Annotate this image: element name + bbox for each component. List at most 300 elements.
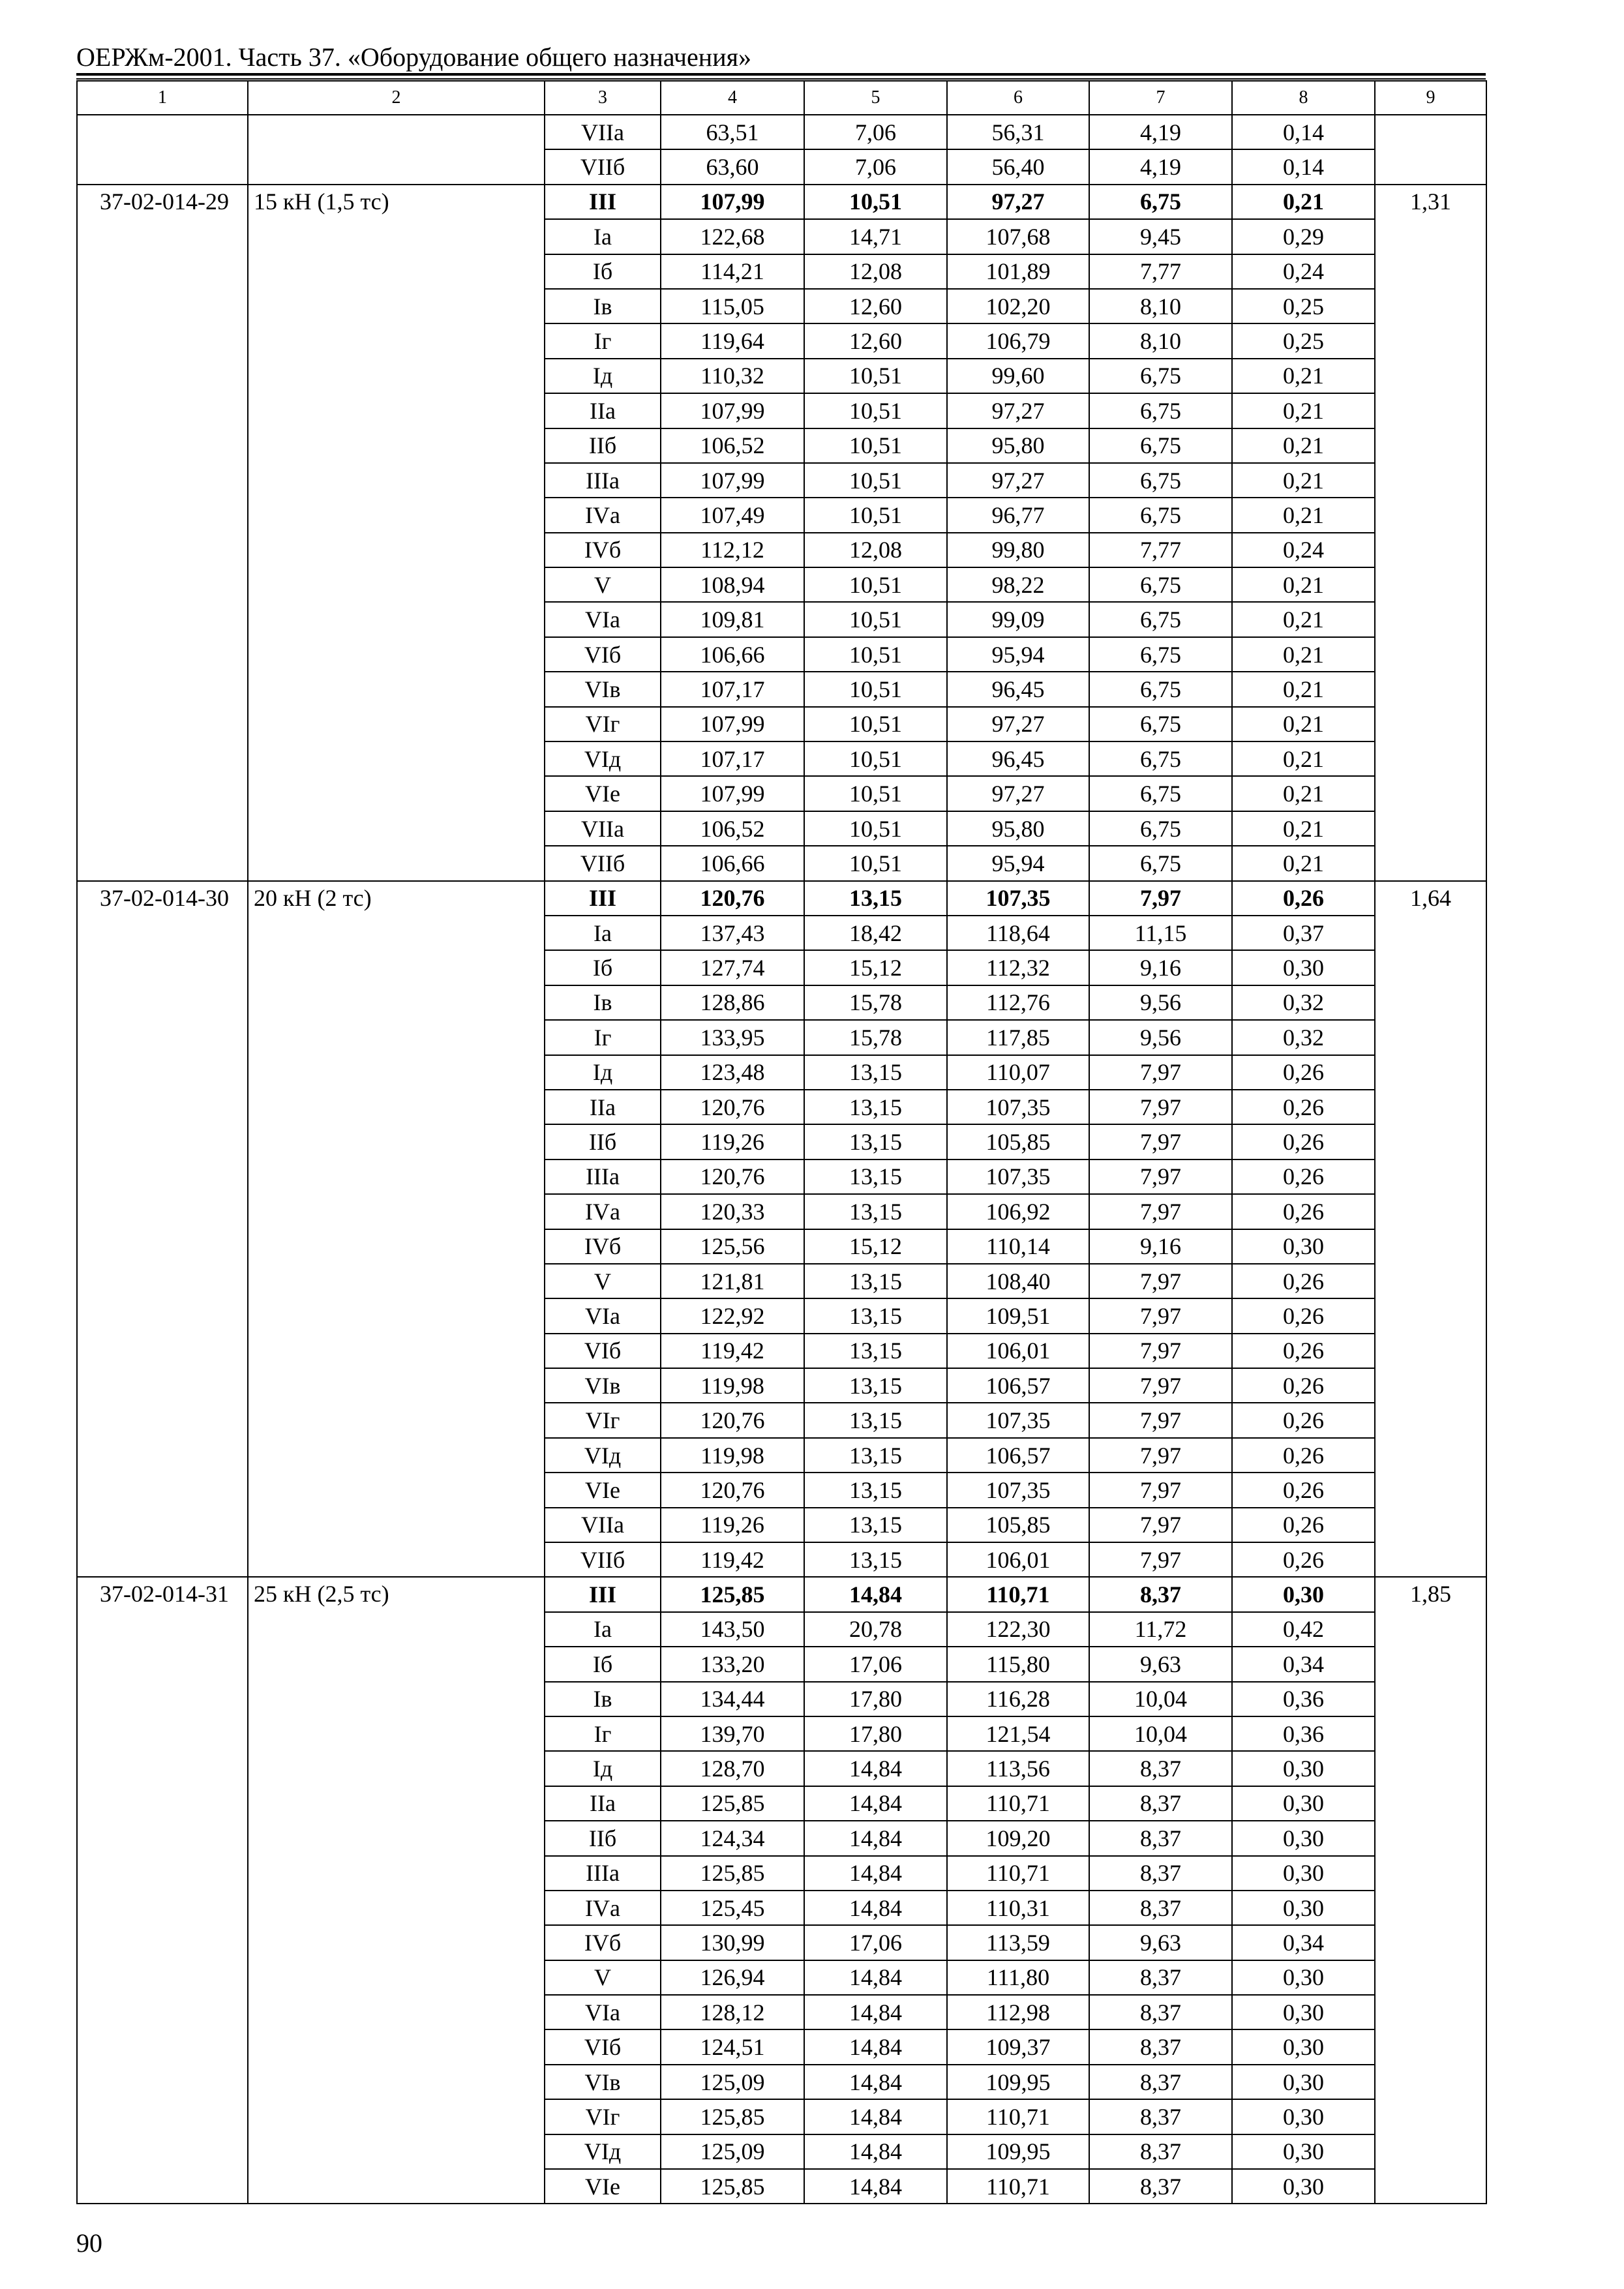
amount-materials: 0,25: [1232, 289, 1375, 323]
amount-machines: 56,31: [947, 115, 1089, 149]
amount-total: 127,74: [661, 950, 804, 985]
amount-total: 115,05: [661, 289, 804, 323]
amount-wages: 13,15: [804, 1438, 947, 1473]
amount-materials: 0,26: [1232, 1298, 1375, 1333]
amount-wages: 7,06: [804, 149, 947, 184]
amount-total: 106,52: [661, 428, 804, 463]
amount-machinist-wages: 6,75: [1089, 359, 1232, 393]
amount-total: 139,70: [661, 1716, 804, 1751]
amount-materials: 0,29: [1232, 219, 1375, 254]
column-number: 3: [545, 81, 661, 115]
amount-machines: 108,40: [947, 1264, 1089, 1298]
amount-total: 123,48: [661, 1055, 804, 1090]
region-class: III: [545, 185, 661, 219]
amount-machines: 95,80: [947, 428, 1089, 463]
amount-wages: 17,06: [804, 1925, 947, 1960]
amount-materials: 0,30: [1232, 1856, 1375, 1891]
amount-total: 119,42: [661, 1334, 804, 1368]
amount-machinist-wages: 6,75: [1089, 498, 1232, 532]
amount-machines: 106,57: [947, 1438, 1089, 1473]
amount-wages: 14,84: [804, 1891, 947, 1925]
amount-wages: 13,15: [804, 1159, 947, 1194]
amount-materials: 0,34: [1232, 1647, 1375, 1681]
column-number: 5: [804, 81, 947, 115]
amount-machines: 106,92: [947, 1194, 1089, 1229]
labor-cost: [1375, 115, 1486, 185]
amount-machinist-wages: 8,37: [1089, 1786, 1232, 1821]
table-row: [77, 881, 1486, 916]
rate-code: [77, 115, 248, 185]
labor-cost: 1,85: [1375, 1577, 1486, 2204]
amount-total: 106,52: [661, 811, 804, 846]
amount-wages: 17,06: [804, 1647, 947, 1681]
amount-materials: 0,26: [1232, 1403, 1375, 1437]
amount-wages: 17,80: [804, 1682, 947, 1716]
region-class: IVб: [545, 533, 661, 567]
amount-total: 120,76: [661, 1403, 804, 1437]
amount-materials: 0,14: [1232, 115, 1375, 149]
amount-materials: 0,26: [1232, 1055, 1375, 1090]
amount-wages: 10,51: [804, 637, 947, 672]
region-class: VIIа: [545, 811, 661, 846]
amount-machinist-wages: 6,75: [1089, 463, 1232, 498]
region-class: VIе: [545, 1473, 661, 1507]
amount-machinist-wages: 6,75: [1089, 776, 1232, 811]
amount-machines: 56,40: [947, 149, 1089, 184]
region-class: IVа: [545, 1891, 661, 1925]
amount-total: 125,56: [661, 1229, 804, 1264]
region-class: VIг: [545, 2099, 661, 2134]
region-class: IIа: [545, 393, 661, 428]
amount-wages: 13,15: [804, 1090, 947, 1124]
region-class: VIб: [545, 1334, 661, 1368]
amount-machines: 113,59: [947, 1925, 1089, 1960]
column-number: 7: [1089, 81, 1232, 115]
amount-wages: 14,71: [804, 219, 947, 254]
amount-total: 119,98: [661, 1368, 804, 1403]
amount-machinist-wages: 6,75: [1089, 567, 1232, 602]
region-class: VIг: [545, 1403, 661, 1437]
amount-materials: 0,42: [1232, 1612, 1375, 1647]
amount-machinist-wages: 7,97: [1089, 1403, 1232, 1437]
amount-materials: 0,30: [1232, 2065, 1375, 2099]
amount-materials: 0,24: [1232, 533, 1375, 567]
amount-total: 125,09: [661, 2134, 804, 2169]
region-class: VIд: [545, 741, 661, 776]
amount-materials: 0,21: [1232, 707, 1375, 741]
amount-machinist-wages: 8,37: [1089, 2065, 1232, 2099]
amount-machines: 121,54: [947, 1716, 1089, 1751]
amount-wages: 14,84: [804, 2099, 947, 2134]
region-class: Iв: [545, 289, 661, 323]
amount-wages: 10,51: [804, 393, 947, 428]
amount-machines: 110,14: [947, 1229, 1089, 1264]
amount-wages: 13,15: [804, 1334, 947, 1368]
amount-materials: 0,30: [1232, 1577, 1375, 1611]
region-class: III: [545, 1577, 661, 1611]
amount-total: 128,70: [661, 1751, 804, 1786]
amount-materials: 0,26: [1232, 1542, 1375, 1577]
region-class: VIIа: [545, 1508, 661, 1542]
amount-wages: 15,78: [804, 985, 947, 1020]
amount-total: 107,99: [661, 776, 804, 811]
amount-machines: 106,79: [947, 323, 1089, 358]
amount-materials: 0,25: [1232, 323, 1375, 358]
amount-materials: 0,21: [1232, 498, 1375, 532]
amount-wages: 14,84: [804, 2065, 947, 2099]
amount-materials: 0,26: [1232, 1194, 1375, 1229]
amount-machinist-wages: 7,97: [1089, 1438, 1232, 1473]
column-number: 2: [248, 81, 545, 115]
amount-machines: 96,45: [947, 741, 1089, 776]
amount-machines: 95,80: [947, 811, 1089, 846]
amount-machinist-wages: 8,10: [1089, 289, 1232, 323]
amount-total: 125,45: [661, 1891, 804, 1925]
region-class: V: [545, 1264, 661, 1298]
amount-machines: 95,94: [947, 637, 1089, 672]
amount-materials: 0,26: [1232, 881, 1375, 916]
amount-machinist-wages: 7,97: [1089, 1334, 1232, 1368]
amount-wages: 10,51: [804, 741, 947, 776]
amount-wages: 10,51: [804, 811, 947, 846]
amount-machines: 110,71: [947, 2099, 1089, 2134]
amount-materials: 0,30: [1232, 2169, 1375, 2204]
amount-total: 63,60: [661, 149, 804, 184]
amount-wages: 13,15: [804, 1473, 947, 1507]
amount-machinist-wages: 8,37: [1089, 2169, 1232, 2204]
amount-wages: 14,84: [804, 1960, 947, 1995]
region-class: IVа: [545, 1194, 661, 1229]
amount-materials: 0,21: [1232, 393, 1375, 428]
amount-machines: 110,31: [947, 1891, 1089, 1925]
table-row: [77, 185, 1486, 219]
amount-machines: 98,22: [947, 567, 1089, 602]
amount-wages: 13,15: [804, 1403, 947, 1437]
amount-wages: 7,06: [804, 115, 947, 149]
amount-machines: 117,85: [947, 1020, 1089, 1055]
amount-machines: 107,35: [947, 1403, 1089, 1437]
amount-machinist-wages: 8,10: [1089, 323, 1232, 358]
amount-machines: 106,01: [947, 1542, 1089, 1577]
amount-total: 112,12: [661, 533, 804, 567]
amount-total: 120,76: [661, 1090, 804, 1124]
column-number: 4: [661, 81, 804, 115]
amount-total: 119,26: [661, 1508, 804, 1542]
amount-wages: 10,51: [804, 672, 947, 706]
amount-machinist-wages: 6,75: [1089, 393, 1232, 428]
amount-materials: 0,21: [1232, 776, 1375, 811]
amount-materials: 0,30: [1232, 1995, 1375, 2029]
region-class: VIд: [545, 1438, 661, 1473]
amount-materials: 0,21: [1232, 602, 1375, 636]
amount-materials: 0,26: [1232, 1334, 1375, 1368]
amount-machinist-wages: 8,37: [1089, 1891, 1232, 1925]
rate-code: 37-02-014-29: [77, 185, 248, 881]
amount-total: 109,81: [661, 602, 804, 636]
amount-machines: 107,35: [947, 1159, 1089, 1194]
amount-machines: 112,32: [947, 950, 1089, 985]
region-class: IIIа: [545, 463, 661, 498]
amount-wages: 13,15: [804, 1368, 947, 1403]
amount-machinist-wages: 6,75: [1089, 637, 1232, 672]
amount-machinist-wages: 9,16: [1089, 950, 1232, 985]
amount-machines: 116,28: [947, 1682, 1089, 1716]
amount-materials: 0,30: [1232, 2134, 1375, 2169]
region-class: VIа: [545, 1298, 661, 1333]
amount-materials: 0,26: [1232, 1438, 1375, 1473]
amount-materials: 0,36: [1232, 1682, 1375, 1716]
region-class: Iб: [545, 950, 661, 985]
amount-machinist-wages: 6,75: [1089, 602, 1232, 636]
amount-total: 114,21: [661, 254, 804, 289]
amount-total: 134,44: [661, 1682, 804, 1716]
amount-materials: 0,21: [1232, 185, 1375, 219]
amount-total: 125,09: [661, 2065, 804, 2099]
amount-machinist-wages: 9,63: [1089, 1925, 1232, 1960]
page-number: 90: [76, 2228, 102, 2258]
column-number-row: [77, 81, 1486, 115]
amount-wages: 20,78: [804, 1612, 947, 1647]
region-class: Iв: [545, 1682, 661, 1716]
amount-total: 137,43: [661, 916, 804, 950]
amount-total: 125,85: [661, 1786, 804, 1821]
region-class: Iа: [545, 1612, 661, 1647]
amount-total: 124,51: [661, 2029, 804, 2064]
amount-wages: 13,15: [804, 1194, 947, 1229]
amount-total: 107,99: [661, 707, 804, 741]
column-number: 6: [947, 81, 1089, 115]
amount-materials: 0,26: [1232, 1124, 1375, 1159]
amount-machines: 115,80: [947, 1647, 1089, 1681]
amount-wages: 14,84: [804, 2029, 947, 2064]
region-class: VIе: [545, 776, 661, 811]
rates-table: [76, 80, 1487, 2204]
region-class: VIв: [545, 2065, 661, 2099]
amount-total: 128,86: [661, 985, 804, 1020]
amount-machines: 99,09: [947, 602, 1089, 636]
equipment-name: [248, 115, 545, 185]
amount-machines: 113,56: [947, 1751, 1089, 1786]
amount-total: 119,42: [661, 1542, 804, 1577]
amount-wages: 13,15: [804, 1124, 947, 1159]
amount-total: 107,17: [661, 672, 804, 706]
rate-code: 37-02-014-30: [77, 881, 248, 1578]
region-class: V: [545, 1960, 661, 1995]
amount-materials: 0,26: [1232, 1264, 1375, 1298]
amount-total: 125,85: [661, 1856, 804, 1891]
amount-total: 120,76: [661, 1473, 804, 1507]
amount-machines: 95,94: [947, 846, 1089, 880]
region-class: IIб: [545, 1821, 661, 1855]
table-row: [77, 1577, 1486, 1611]
amount-materials: 0,21: [1232, 811, 1375, 846]
amount-wages: 14,84: [804, 1786, 947, 1821]
amount-materials: 0,21: [1232, 428, 1375, 463]
amount-machinist-wages: 7,97: [1089, 1194, 1232, 1229]
amount-wages: 14,84: [804, 2169, 947, 2204]
amount-machinist-wages: 8,37: [1089, 2134, 1232, 2169]
amount-materials: 0,30: [1232, 2099, 1375, 2134]
region-class: VIIб: [545, 846, 661, 880]
region-class: IIа: [545, 1090, 661, 1124]
amount-total: 125,85: [661, 1577, 804, 1611]
amount-materials: 0,30: [1232, 1891, 1375, 1925]
amount-total: 120,33: [661, 1194, 804, 1229]
amount-materials: 0,30: [1232, 1786, 1375, 1821]
rate-code: 37-02-014-31: [77, 1577, 248, 2204]
amount-machines: 110,71: [947, 2169, 1089, 2204]
amount-materials: 0,26: [1232, 1508, 1375, 1542]
amount-machinist-wages: 7,97: [1089, 1473, 1232, 1507]
equipment-name: 25 кН (2,5 тс): [248, 1577, 545, 2204]
amount-machines: 110,07: [947, 1055, 1089, 1090]
labor-cost: 1,31: [1375, 185, 1486, 881]
region-class: VIIа: [545, 115, 661, 149]
amount-machinist-wages: 8,37: [1089, 1960, 1232, 1995]
amount-machinist-wages: 11,15: [1089, 916, 1232, 950]
amount-materials: 0,30: [1232, 1960, 1375, 1995]
amount-machines: 110,71: [947, 1577, 1089, 1611]
amount-machines: 99,80: [947, 533, 1089, 567]
amount-materials: 0,26: [1232, 1368, 1375, 1403]
amount-total: 110,32: [661, 359, 804, 393]
amount-total: 107,17: [661, 741, 804, 776]
amount-wages: 14,84: [804, 1995, 947, 2029]
amount-materials: 0,24: [1232, 254, 1375, 289]
amount-total: 133,95: [661, 1020, 804, 1055]
amount-total: 124,34: [661, 1821, 804, 1855]
amount-machinist-wages: 9,16: [1089, 1229, 1232, 1264]
amount-materials: 0,30: [1232, 1751, 1375, 1786]
amount-machines: 102,20: [947, 289, 1089, 323]
amount-machinist-wages: 4,19: [1089, 149, 1232, 184]
region-class: IVа: [545, 498, 661, 532]
region-class: VIIб: [545, 1542, 661, 1577]
amount-machinist-wages: 8,37: [1089, 2029, 1232, 2064]
amount-machinist-wages: 7,97: [1089, 1159, 1232, 1194]
amount-wages: 15,12: [804, 1229, 947, 1264]
amount-wages: 10,51: [804, 428, 947, 463]
amount-machinist-wages: 6,75: [1089, 672, 1232, 706]
amount-machinist-wages: 7,77: [1089, 533, 1232, 567]
amount-wages: 12,08: [804, 533, 947, 567]
amount-wages: 14,84: [804, 1821, 947, 1855]
amount-materials: 0,34: [1232, 1925, 1375, 1960]
amount-total: 122,68: [661, 219, 804, 254]
amount-machines: 97,27: [947, 463, 1089, 498]
amount-machines: 97,27: [947, 776, 1089, 811]
amount-machines: 106,01: [947, 1334, 1089, 1368]
amount-materials: 0,26: [1232, 1090, 1375, 1124]
region-class: VIе: [545, 2169, 661, 2204]
amount-wages: 14,84: [804, 1577, 947, 1611]
amount-machinist-wages: 9,63: [1089, 1647, 1232, 1681]
amount-machines: 109,51: [947, 1298, 1089, 1333]
region-class: VIIб: [545, 149, 661, 184]
amount-total: 125,85: [661, 2169, 804, 2204]
amount-machinist-wages: 7,97: [1089, 1055, 1232, 1090]
amount-total: 143,50: [661, 1612, 804, 1647]
amount-machinist-wages: 6,75: [1089, 846, 1232, 880]
amount-machines: 107,35: [947, 1090, 1089, 1124]
region-class: Iд: [545, 359, 661, 393]
amount-machinist-wages: 8,37: [1089, 2099, 1232, 2134]
amount-materials: 0,26: [1232, 1159, 1375, 1194]
amount-machines: 99,60: [947, 359, 1089, 393]
amount-machines: 110,71: [947, 1856, 1089, 1891]
amount-total: 121,81: [661, 1264, 804, 1298]
amount-machinist-wages: 11,72: [1089, 1612, 1232, 1647]
amount-machinist-wages: 7,97: [1089, 1298, 1232, 1333]
amount-machines: 112,98: [947, 1995, 1089, 2029]
amount-materials: 0,14: [1232, 149, 1375, 184]
amount-machinist-wages: 6,75: [1089, 741, 1232, 776]
region-class: Iб: [545, 254, 661, 289]
region-class: VIв: [545, 1368, 661, 1403]
amount-total: 119,98: [661, 1438, 804, 1473]
amount-machines: 109,37: [947, 2029, 1089, 2064]
amount-total: 119,64: [661, 323, 804, 358]
region-class: Iд: [545, 1055, 661, 1090]
region-class: Iг: [545, 323, 661, 358]
amount-wages: 12,08: [804, 254, 947, 289]
equipment-name: 20 кН (2 тс): [248, 881, 545, 1578]
region-class: Iв: [545, 985, 661, 1020]
amount-total: 106,66: [661, 637, 804, 672]
region-class: VIб: [545, 2029, 661, 2064]
amount-machinist-wages: 9,45: [1089, 219, 1232, 254]
amount-materials: 0,30: [1232, 1821, 1375, 1855]
region-class: IIа: [545, 1786, 661, 1821]
amount-materials: 0,30: [1232, 2029, 1375, 2064]
amount-machinist-wages: 7,97: [1089, 1542, 1232, 1577]
amount-total: 125,85: [661, 2099, 804, 2134]
amount-wages: 15,78: [804, 1020, 947, 1055]
amount-wages: 10,51: [804, 185, 947, 219]
amount-total: 120,76: [661, 1159, 804, 1194]
amount-wages: 10,51: [804, 707, 947, 741]
amount-machinist-wages: 10,04: [1089, 1716, 1232, 1751]
header-rule-thin: [76, 78, 1486, 80]
amount-machines: 112,76: [947, 985, 1089, 1020]
amount-machinist-wages: 9,56: [1089, 1020, 1232, 1055]
amount-machinist-wages: 7,77: [1089, 254, 1232, 289]
region-class: VIб: [545, 637, 661, 672]
amount-wages: 13,15: [804, 1298, 947, 1333]
amount-machinist-wages: 6,75: [1089, 707, 1232, 741]
amount-materials: 0,37: [1232, 916, 1375, 950]
amount-materials: 0,36: [1232, 1716, 1375, 1751]
amount-machinist-wages: 6,75: [1089, 185, 1232, 219]
amount-machinist-wages: 9,56: [1089, 985, 1232, 1020]
amount-machinist-wages: 6,75: [1089, 811, 1232, 846]
amount-machinist-wages: 7,97: [1089, 1264, 1232, 1298]
amount-wages: 10,51: [804, 567, 947, 602]
amount-materials: 0,21: [1232, 463, 1375, 498]
region-class: IVб: [545, 1229, 661, 1264]
amount-wages: 13,15: [804, 1542, 947, 1577]
amount-wages: 10,51: [804, 846, 947, 880]
amount-machines: 109,95: [947, 2065, 1089, 2099]
region-class: IIб: [545, 428, 661, 463]
amount-materials: 0,21: [1232, 637, 1375, 672]
region-class: Iа: [545, 219, 661, 254]
amount-machinist-wages: 7,97: [1089, 1368, 1232, 1403]
amount-materials: 0,21: [1232, 359, 1375, 393]
amount-materials: 0,32: [1232, 985, 1375, 1020]
amount-machines: 107,35: [947, 881, 1089, 916]
region-class: III: [545, 881, 661, 916]
